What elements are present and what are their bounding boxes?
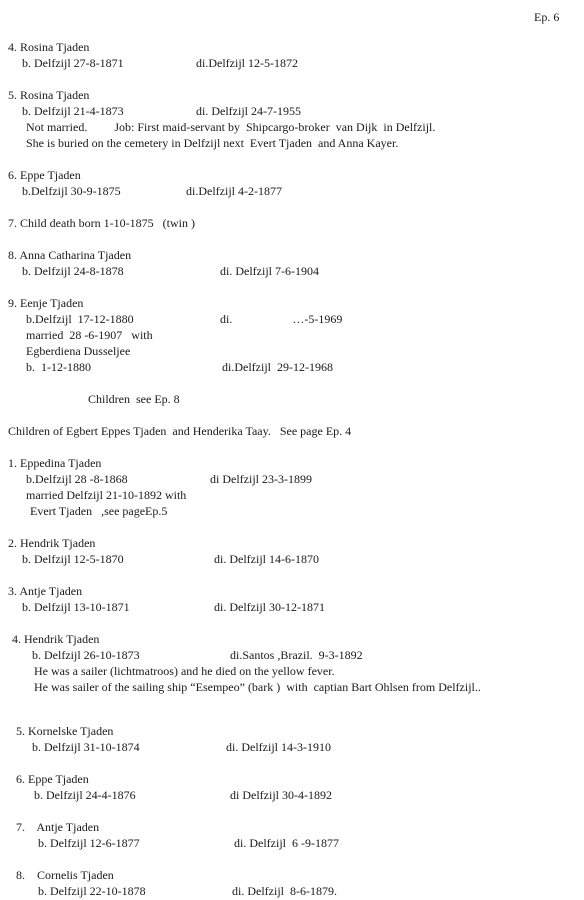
birth-date: b.Delfzijl 17-12-1880 — [26, 312, 134, 326]
entry-heading: 2. Hendrik Tjaden — [8, 536, 96, 550]
birth-date: b. Delfzijl 13-10-1871 — [22, 600, 130, 614]
death-date: di. …-5-1969 — [220, 312, 343, 326]
birth-date: b. Delfzijl 27-8-1871 — [22, 56, 124, 70]
note-line: She is buried on the cemetery in Delfzijl next Evert Tjaden and Anna Kayer. — [26, 136, 399, 150]
birth-date: b. Delfzijl 21-4-1873 — [22, 104, 124, 118]
spouse-birth-date: b. 1-12-1880 — [26, 360, 91, 374]
note-line: Egberdiena Dusseljee — [26, 344, 131, 358]
birth-date: b. Delfzijl 12-5-1870 — [22, 552, 124, 566]
entry-heading: 7. Antje Tjaden — [16, 820, 100, 834]
death-date: di. Delfzijl 14-3-1910 — [226, 740, 331, 754]
death-date: di Delfzijl 30-4-1892 — [230, 788, 332, 802]
entry-heading: 5. Kornelske Tjaden — [16, 724, 114, 738]
death-date: di.Delfzijl 12-5-1872 — [196, 56, 298, 70]
entry-heading: 1. Eppedina Tjaden — [8, 456, 102, 470]
spouse-death-date: di.Delfzijl 29-12-1968 — [222, 360, 333, 374]
death-date: di Delfzijl 23-3-1899 — [210, 472, 312, 486]
page-number: Ep. 6 — [534, 10, 560, 24]
death-date: di. Delfzijl 24-7-1955 — [196, 104, 301, 118]
entry-heading: 6. Eppe Tjaden — [8, 168, 81, 182]
entry-heading: 9. Eenje Tjaden — [8, 296, 84, 310]
birth-date: b. Delfzijl 26-10-1873 — [32, 648, 140, 662]
entry-heading: 8. Cornelis Tjaden — [16, 868, 114, 882]
note-line: He was sailer of the sailing ship “Esempeo” (bark ) with captian Bart Ohlsen from Delfzijl.. — [34, 680, 481, 694]
death-date: di. Delfzijl 14-6-1870 — [214, 552, 319, 566]
entry-heading: 4. Rosina Tjaden — [8, 40, 90, 54]
entry-heading: 5. Rosina Tjaden — [8, 88, 90, 102]
entry-heading: 4. Hendrik Tjaden — [12, 632, 100, 646]
note-line: Evert Tjaden ,see pageEp.5 — [30, 504, 168, 518]
birth-date: b. Delfzijl 22-10-1878 — [38, 884, 146, 898]
birth-date: b. Delfzijl 24-8-1878 — [22, 264, 124, 278]
death-date: di. Delfzijl 30-12-1871 — [214, 600, 325, 614]
birth-date: b.Delfzijl 30-9-1875 — [22, 184, 121, 198]
death-date: di.Delfzijl 4-2-1877 — [186, 184, 282, 198]
death-date: di. Delfzijl 6 -9-1877 — [234, 836, 339, 850]
death-date: di.Santos ,Brazil. 9-3-1892 — [230, 648, 363, 662]
note-line: He was a sailer (lichtmatroos) and he died on the yellow fever. — [34, 664, 335, 678]
entry-heading: 6. Eppe Tjaden — [16, 772, 89, 786]
death-date: di. Delfzijl 8-6-1879. — [232, 884, 337, 898]
note-line: married Delfzijl 21-10-1892 with — [26, 488, 187, 502]
birth-date: b. Delfzijl 24-4-1876 — [34, 788, 136, 802]
children-reference: Children see Ep. 8 — [88, 392, 180, 406]
note-line: married 28 -6-1907 with — [26, 328, 153, 342]
birth-date: b. Delfzijl 31-10-1874 — [32, 740, 140, 754]
entry-heading: 3. Antje Tjaden — [8, 584, 83, 598]
entry-heading: 8. Anna Catharina Tjaden — [8, 248, 132, 262]
birth-date: b.Delfzijl 28 -8-1868 — [26, 472, 128, 486]
birth-date: b. Delfzijl 12-6-1877 — [38, 836, 140, 850]
entry-heading: 7. Child death born 1-10-1875 (twin ) — [8, 216, 195, 230]
note-line: Not married. Job: First maid-servant by Shipcargo-broker van Dijk in Delfzijl. — [26, 120, 436, 134]
death-date: di. Delfzijl 7-6-1904 — [220, 264, 319, 278]
section-heading: Children of Egbert Eppes Tjaden and Henderika Taay. See page Ep. 4 — [8, 424, 352, 438]
